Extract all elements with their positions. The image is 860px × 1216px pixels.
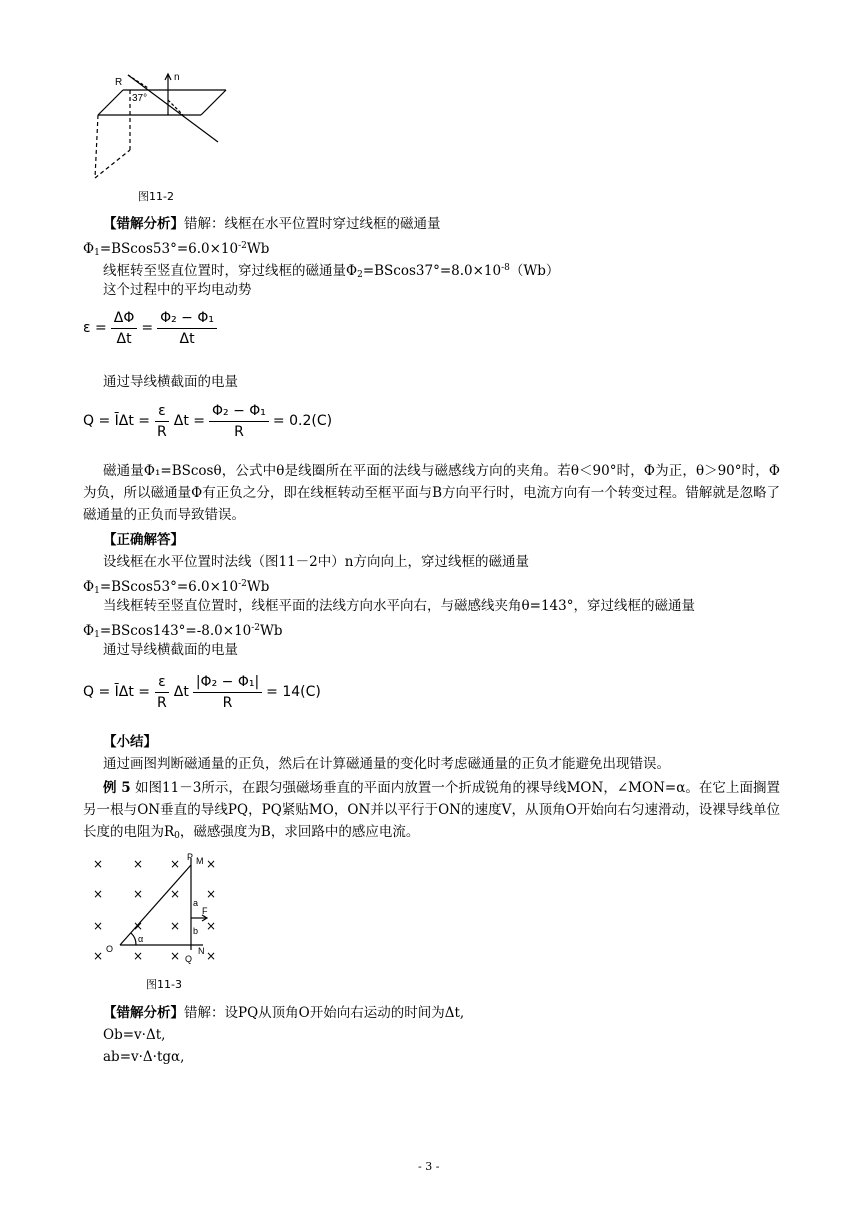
fig1-label-angle: 37°	[132, 93, 148, 104]
equation-average-emf: ε = $\frac{\Delta\Phi}{\Delta t}$ = $\frac{\text{Φ₂ − Φ₁}}{\Delta t}$	[83, 306, 221, 350]
correct-line-2: 当线框转至竖直位置时，线框平面的法线方向水平向右，与磁感线夹角θ=143°，穿过线框的磁通量	[103, 598, 695, 614]
ab-line: ab=v·Δ·tgα,	[103, 1049, 185, 1065]
wrong-analysis-intro: 错解：线框在水平位置时穿过线框的磁通量	[184, 216, 441, 232]
svg-text:×: ×	[170, 887, 181, 901]
wrong-analysis-heading: 【错解分析】	[103, 216, 184, 232]
fig2-label-o: O	[106, 944, 114, 954]
fig2-label-q: Q	[185, 954, 193, 964]
wrong-analysis-heading-2: 【错解分析】	[103, 1005, 184, 1021]
wrong-analysis-line	[103, 215, 441, 233]
svg-text:×: ×	[170, 919, 181, 933]
page-number: - 3 -	[418, 1160, 440, 1173]
example-5-paragraph: 例 5 如图11－3所示，在跟匀强磁场垂直的平面内放置一个折成锐角的裸导线MON，∠MON=α。在它上面搁置另一根与ON垂直的导线PQ，PQ紧贴MO，ON并以平行于ON的速度V，从顶角O开始向右匀速滑动，设裸导线单位长度的电阻为$R_0$，磁感强度为B，求回路中的感应电流。	[83, 780, 781, 841]
correct-phi1-line: $\Phi_1=BScos53^\circ=6.0\times 10^{-2}Wb$	[83, 579, 270, 596]
fig2-label-b: b	[193, 926, 199, 936]
figure-11-3	[88, 850, 228, 975]
svg-text:×: ×	[206, 949, 217, 963]
svg-text:×: ×	[206, 887, 217, 901]
equation-charge-wrong: Q = ĪΔt = $\frac{\varepsilon}{R}$ Δt = $\frac{\text{Φ₂ − Φ₁}}{R}$ = 0.2(C)	[83, 402, 333, 440]
correct-answer-heading: 【正确解答】	[103, 532, 184, 548]
svg-text:×: ×	[206, 919, 217, 933]
svg-text:×: ×	[170, 949, 181, 963]
figure-11-2	[88, 70, 248, 200]
rotation-line: 线框转至竖直位置时，穿过线框的磁通量$\Phi_2=BScos37^\circ=8.0\times 10^{-8}(Wb)$	[103, 263, 560, 280]
fig1-label-r: R	[115, 77, 123, 88]
fig2-label-p: P	[187, 852, 194, 862]
correct-line-1: 设线框在水平位置时法线（图11－2中）n方向向上，穿过线框的磁通量	[103, 554, 529, 570]
phi1-line: $\Phi_1=BScos53^\circ=6.0\times 10^{-2}Wb$	[83, 241, 270, 258]
svg-text:×: ×	[93, 857, 104, 871]
svg-text:×: ×	[206, 857, 217, 871]
wrong-analysis-intro-2: 错解：设PQ从顶角O开始向右运动的时间为Δt,	[184, 1005, 465, 1021]
svg-text:×: ×	[133, 857, 144, 871]
summary-text: 通过画图判断磁通量的正负，然后在计算磁通量的变化时考虑磁通量的正负才能避免出现错误。	[103, 756, 670, 772]
figure-11-2-caption: 图11-2	[138, 190, 174, 203]
fig2-label-m: M	[196, 856, 204, 866]
example-5-label: 例 5	[103, 780, 131, 796]
svg-text:×: ×	[133, 949, 144, 963]
fig2-label-f: F	[202, 906, 208, 916]
fig2-label-n: N	[198, 946, 205, 956]
figure-11-3-caption: 图11-3	[146, 978, 182, 991]
fig2-label-alpha: α	[138, 934, 144, 944]
fig1-label-n: n	[174, 72, 180, 83]
ob-line: Ob=v·Δt,	[103, 1027, 166, 1043]
equation-charge-correct: Q = ĪΔt = $\frac{\varepsilon}{R}$ Δt $\frac{\text{|Φ₂ − Φ₁|}}{R}$ = 14(C)	[83, 673, 321, 711]
avg-emf-line: 这个过程中的平均电动势	[103, 282, 252, 298]
charge-line-2: 通过导线横截面的电量	[103, 642, 238, 658]
svg-text:×: ×	[93, 887, 104, 901]
svg-text:×: ×	[133, 887, 144, 901]
fig2-label-a: a	[193, 898, 199, 908]
svg-text:×: ×	[93, 919, 104, 933]
wrong-analysis-line-2	[103, 1004, 464, 1022]
correct-phi2-line: $\Phi_1=BScos143^\circ=-8.0\times 10^{-2}Wb$	[83, 623, 283, 640]
analysis-paragraph: 磁通量Φ₁=BScosθ，公式中θ是线圈所在平面的法线与磁感线方向的夹角。若θ＜90°时，Φ为正，θ＞90°时，Φ为负，所以磁通量Φ有正负之分，即在线框转动至框平面与B方向平行时，电流方向有一个转变过程。错解就是忽略了磁通量的正负而导致错误。	[83, 463, 780, 523]
summary-heading: 【小结】	[103, 734, 157, 750]
svg-text:×: ×	[170, 857, 181, 871]
svg-text:×: ×	[93, 949, 104, 963]
charge-line-1: 通过导线横截面的电量	[103, 374, 238, 390]
svg-text:×: ×	[133, 919, 144, 933]
